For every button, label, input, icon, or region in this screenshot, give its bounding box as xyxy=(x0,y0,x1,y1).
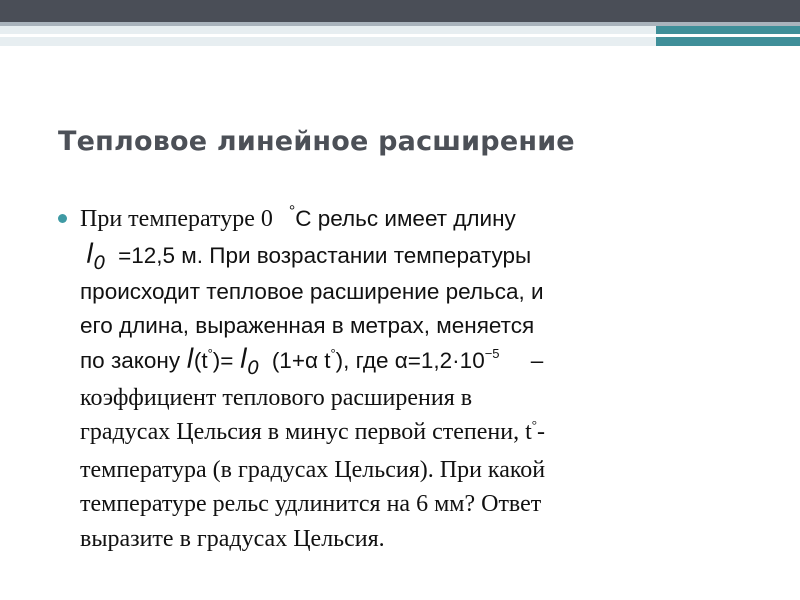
text-line-1: При температуре 0 °С рельс имеет длину xyxy=(80,203,516,232)
text-line-10: выразите в градусах Цельсия. xyxy=(80,525,385,552)
slide-title: Тепловое линейное расширение xyxy=(58,126,575,157)
text-line-2: $l_0 =12,5$ м. При возрастании температуры xyxy=(86,239,532,275)
text-line-3: происходит тепловое расширение рельса, и xyxy=(80,278,544,304)
text-line-7: градусах Цельсия в минус первой степени, t°- xyxy=(80,417,545,446)
text-line-9: температуре рельс удлинится на 6 мм? Ответ xyxy=(80,491,542,518)
bullet-icon xyxy=(58,214,67,223)
problem-text xyxy=(80,202,770,556)
header-bar xyxy=(0,0,800,22)
text-line-5: по закону $l(t^\circ)= l_0$ (1+α t°), где $\alpha=1,2\cdot 10^{-5}$ – xyxy=(80,343,544,379)
text-line-4: его длина, выраженная в метрах, меняется xyxy=(80,313,535,339)
text-line-8: температура (в градусах Цельсия). При какой xyxy=(80,456,546,483)
accent-band xyxy=(0,26,800,46)
text-line-6: коэффициент теплового расширения в xyxy=(80,385,473,412)
